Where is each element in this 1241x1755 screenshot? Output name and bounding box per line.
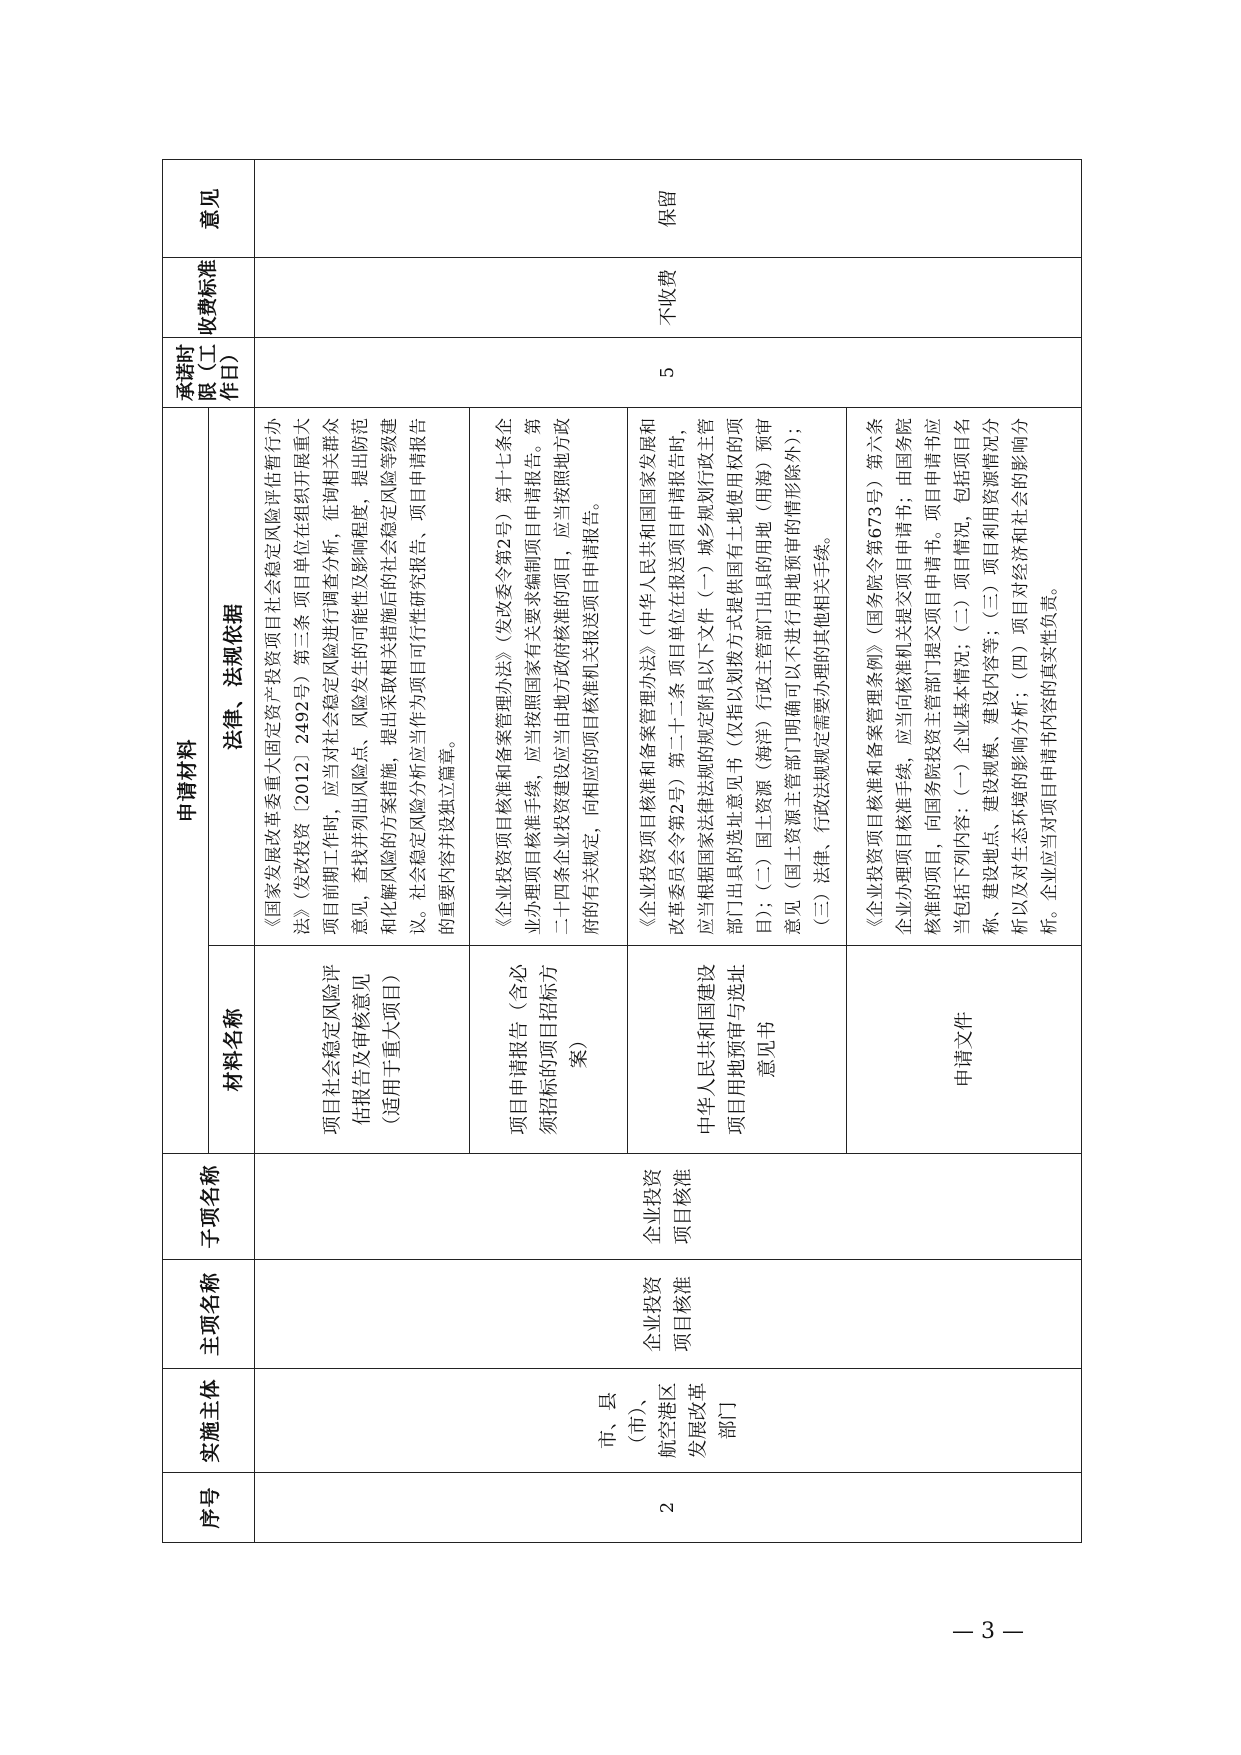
row-opinion: 保留 — [254, 160, 1081, 258]
material-legal-basis: 《企业投资项目核准和备案管理条例》（国务院令第673号）第六条 企业办理项目核准手续，应当向核准机关提交项目申请书；由国务院核准的项目，向国务院投资主管部门提交项目申请书。项目申请书应当包括下列内容：（一）企业基本情况；（二）项目情况，包括项目名称、建设地点、建设规模、建设内容等；（三）项目利用资源情况分析以及对生态环境的影响分析；（四）项目对经济和社会的影响分析。企业应当对项目申请书内容的真实性负责。 — [846, 408, 1081, 946]
material-name: 中华人民共和国建设项目用地预审与选址意见书 — [628, 946, 847, 1154]
header-seq: 序号 — [163, 1473, 255, 1543]
header-implementer: 实施主体 — [163, 1369, 255, 1473]
material-name: 申请文件 — [846, 946, 1081, 1154]
row-implementer: 市、县（市）、航空港区发展改革部门 — [254, 1369, 1081, 1473]
page-number: — 3 — — [952, 1619, 1024, 1644]
row-sub-item: 企业投资项目核准 — [254, 1154, 1081, 1260]
header-application-materials: 申请材料 — [163, 408, 209, 1154]
header-material-name: 材料名称 — [208, 946, 254, 1154]
row-time-limit: 5 — [254, 338, 1081, 408]
header-legal-basis: 法律、法规依据 — [208, 408, 254, 946]
header-time-limit: 承诺时限（工作日） — [163, 338, 255, 408]
header-fee: 收费标准 — [163, 258, 255, 338]
material-legal-basis: 《企业投资项目核准和备案管理办法》（发改委令第2号）第十七条企业办理项目核准手续，应当按照国家有关要求编制项目申请报告。第二十四条企业投资建设应当由地方政府核准的项目，应当按照地方政府的有关规定，向相应的项目核准机关报送项目申请报告。 — [470, 408, 628, 946]
row-fee: 不收费 — [254, 258, 1081, 338]
material-name: 项目社会稳定风险评估报告及审核意见（适用于重大项目） — [254, 946, 470, 1154]
material-legal-basis: 《国家发展改革委重大固定资产投资项目社会稳定风险评估暂行办法》（发改投资〔2012〕2492号）第三条 项目单位在组织开展重大项目前期工作时，应当对社会稳定风险进行调查分析，征询相关群众意见，查找并列出风险点、风险发生的可能性及影响程度，提出防范和化解风险的方案措施，提出采取相关措施后的社会稳定风险等级建议。社会稳定风险分析应当作为项目可行性研究报告、项目申请报告的重要内容并设独立篇章。 — [254, 408, 470, 946]
header-sub-item: 子项名称 — [163, 1154, 255, 1260]
header-opinion: 意见 — [163, 160, 255, 258]
table-row — [254, 160, 470, 1543]
material-legal-basis: 《企业投资项目核准和备案管理办法》（中华人民共和国国家发展和改革委员会令第2号）第二十二条 项目单位在报送项目申请报告时，应当根据国家法律法规的规定附具以下文件（一）城乡规划行政主管部门出具的选址意见书（仅指以划拨方式提供国有土地使用权的项目）；（二）国土资源（海洋）行政主管部门出具的用地（用海）预审意见（国土资源主管部门明确可以不进行用地预审的情形除外）；（三）法律、行政法规规定需要办理的其他相关手续。 — [628, 408, 847, 946]
material-name: 项目申请报告（含必须招标的项目招标方案） — [470, 946, 628, 1154]
approval-items-table — [162, 159, 1082, 1543]
row-main-item: 企业投资项目核准 — [254, 1260, 1081, 1369]
row-seq: 2 — [254, 1473, 1081, 1543]
header-main-item: 主项名称 — [163, 1260, 255, 1369]
rotated-table-frame — [162, 160, 1082, 1543]
